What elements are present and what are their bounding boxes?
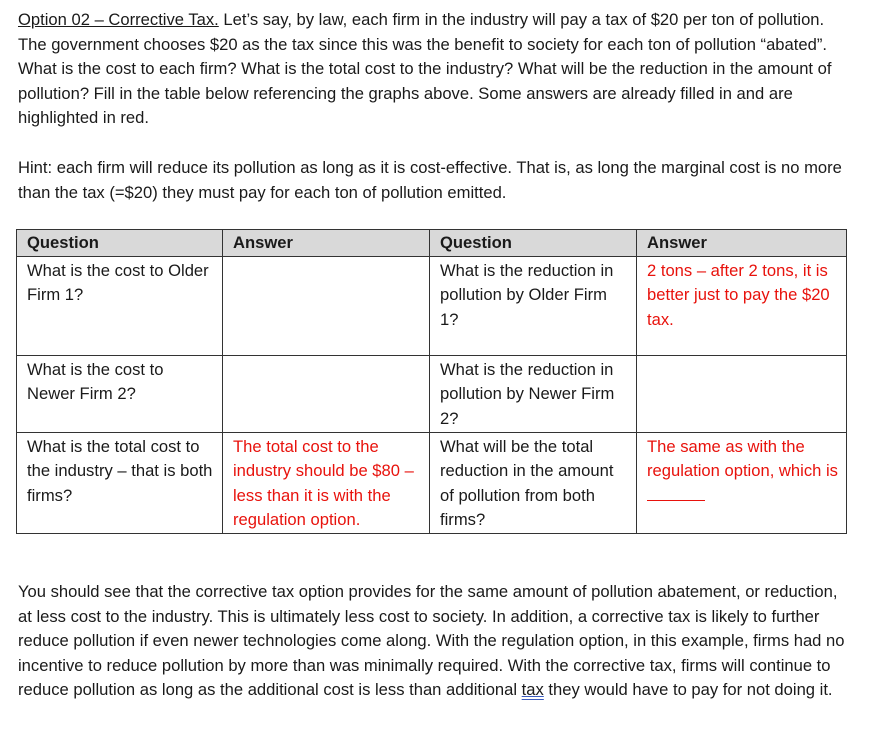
question-cell: What is the cost to Older Firm 1? (17, 256, 223, 355)
header-question: Question (430, 230, 637, 257)
table-header-row (17, 230, 847, 257)
hint-paragraph: Hint: each firm will reduce its pollution as long as it is cost-effective. That is, as long the marginal cost is no more than the tax (=$20) they must pay for each ton of pollution emitted. (18, 158, 842, 202)
answer-text: The same as with the regulation option, which is (647, 436, 838, 480)
intro-paragraph (18, 8, 853, 131)
answer-cell[interactable] (637, 432, 847, 533)
option-heading: Option 02 – Corrective Tax. (18, 10, 219, 29)
header-answer: Answer (223, 230, 430, 257)
answer-cell[interactable]: The total cost to the industry should be $80 – less than it is with the regulation option. (223, 432, 430, 533)
intro-body: Let’s say, by law, each firm in the industry will pay a tax of $20 per ton of pollution. The government chooses $20 as the tax since this was the benefit to society for each ton of pollution “abated”. What is the cost to each firm? What is the total cost to the industry? What will be the reduction in the amount of pollution? Fill in the table below referencing the graphs above. Some answers are already filled in and are highlighted in red. (18, 10, 832, 127)
answer-cell[interactable]: 2 tons – after 2 tons, it is better just to pay the $20 tax. (637, 256, 847, 355)
table-row (17, 256, 847, 355)
answer-cell[interactable] (637, 355, 847, 432)
table-row (17, 355, 847, 432)
closing-text-end: they would have to pay for not doing it. (543, 680, 833, 699)
question-cell: What will be the total reduction in the amount of pollution from both firms? (430, 432, 637, 533)
question-cell: What is the cost to Newer Firm 2? (17, 355, 223, 432)
closing-text: You should see that the corrective tax option provides for the same amount of pollution abatement, or reduction, at less cost to the industry. This is ultimately less cost to society. In addition, a corrective tax is likely to further reduce pollution if even newer technologies come along. With the regulation option, in this example, firms had no incentive to reduce pollution by more than was minimally required. With the corrective tax, firms will continue to reduce pollution as long as the additional cost is less than additional (18, 582, 845, 699)
header-question: Question (17, 230, 223, 257)
qa-table (16, 229, 847, 534)
question-cell: What is the reduction in pollution by Newer Firm 2? (430, 355, 637, 432)
question-cell: What is the reduction in pollution by Older Firm 1? (430, 256, 637, 355)
question-cell: What is the total cost to the industry – that is both firms? (17, 432, 223, 533)
flagged-word: tax (521, 680, 544, 699)
fill-in-blank[interactable] (647, 484, 705, 501)
answer-cell[interactable] (223, 256, 430, 355)
header-answer: Answer (637, 230, 847, 257)
answer-cell[interactable] (223, 355, 430, 432)
table-row (17, 432, 847, 533)
closing-paragraph (18, 580, 853, 703)
